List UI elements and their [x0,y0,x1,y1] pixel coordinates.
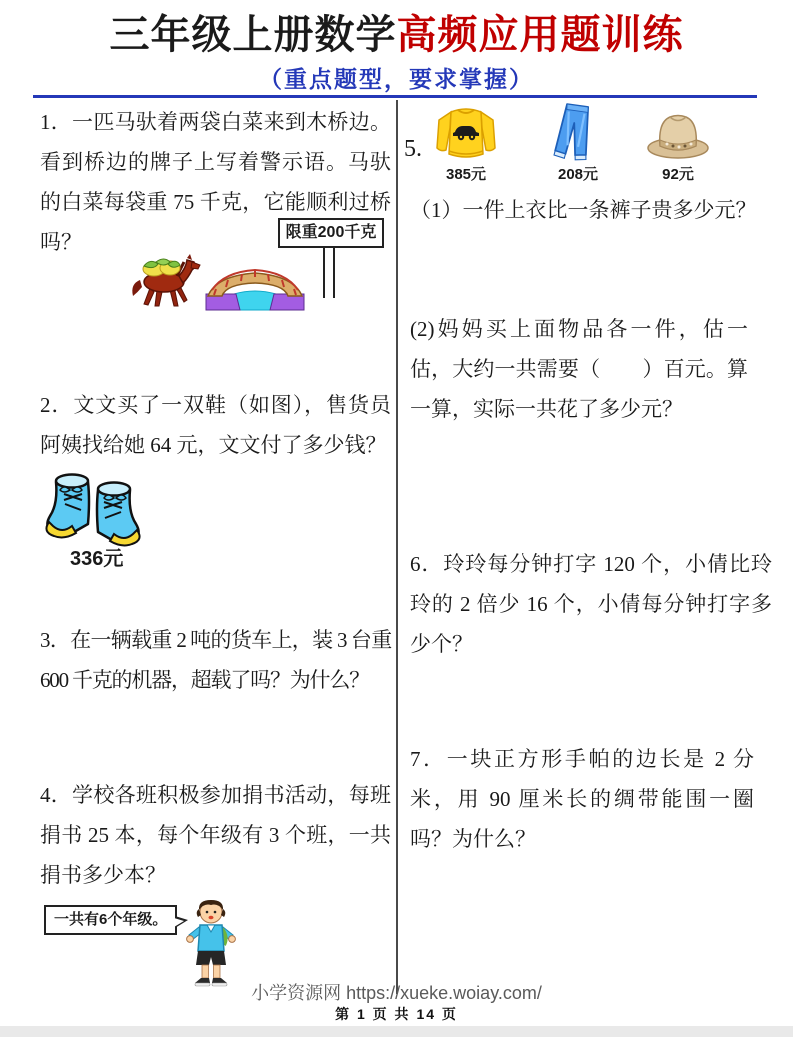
problem-3-text: 3．在一辆载重 2 吨的货车上，装 3 台重 600 千克的机器，超载了吗？为什么？ [40,628,391,692]
boy-cartoon-illustration [182,897,240,989]
problem-4 [40,775,391,989]
problem-5-number: 5. [404,136,422,162]
blue-jeans-illustration [552,102,604,164]
problem-7-text: 7．一块正方形手帕的边长是 2 分米，用 90 厘米长的绸带能围一圈吗？为什么？ [410,747,754,851]
weight-limit-sign-label: 限重200千克 [285,224,377,241]
hat-figure [638,102,718,184]
problem-3 [40,620,391,700]
problem-2-text: 2．文文买了一双鞋（如图），售货员阿姨找给她 64 元，文文付了多少钱？ [40,393,391,457]
header-rule [33,95,757,98]
problem-1 [40,102,391,312]
boots-price-label: 336元 [70,548,124,570]
page-title-black: 三年级上册数学 [109,12,397,57]
speech-bubble-text: 一共有6个年级。 [54,911,168,928]
page-subtitle: （重点题型，要求掌握） [259,67,534,92]
hat-price-label: 92元 [662,166,694,183]
arch-bridge-illustration [204,260,306,312]
problem-4-text: 4．学校各班积极参加捐书活动，每班捐书 25 本，每个年级有 3 个班，一共捐书多少本？ [40,783,391,887]
left-column [0,100,396,989]
speech-bubble [44,905,177,935]
weight-limit-sign [278,218,384,248]
problem-4-figure-row [40,897,391,989]
problem-5-question-1: （1）一件上衣比一条裤子贵多少元？ [410,198,757,222]
sweater-figure [426,102,506,184]
bottom-edge-strip [0,1026,793,1037]
sign-post [323,247,335,298]
horse-with-cabbage-illustration [126,252,204,310]
problem-5-question-2: (2)妈妈买上面物品各一件，估一估，大约一共需要（ ）百元。算一算，实际一共花了多少元？ [410,317,748,421]
footer-page-number: 第 1 页 共 14 页 [335,1006,458,1022]
sweater-price-label: 385元 [445,166,487,183]
right-column [398,100,793,859]
problem-1-text: 1．一匹马驮着两袋白菜来到木桥边。看到桥边的牌子上写着警示语。马驮的白菜每袋重 75 千克，它能顺利过桥吗？ [40,110,391,254]
footer-site-url: 小学资源网 https://xueke.woiay.com/ [251,983,542,1003]
page-title [0,10,793,60]
jeans-figure [538,102,618,184]
problem-6-text: 6．玲玲每分钟打字 120 个，小倩比玲玲的 2 倍少 16 个，小倩每分钟打字多少个？ [410,552,772,656]
jeans-price-label: 208元 [557,166,599,183]
yellow-sweater-illustration [431,102,501,164]
problem-2 [40,385,391,570]
problem-5-figures [404,102,772,186]
page-title-red: 高频应用题训练 [396,12,684,57]
straw-hat-illustration [645,102,711,164]
blue-boots-illustration [44,468,142,548]
